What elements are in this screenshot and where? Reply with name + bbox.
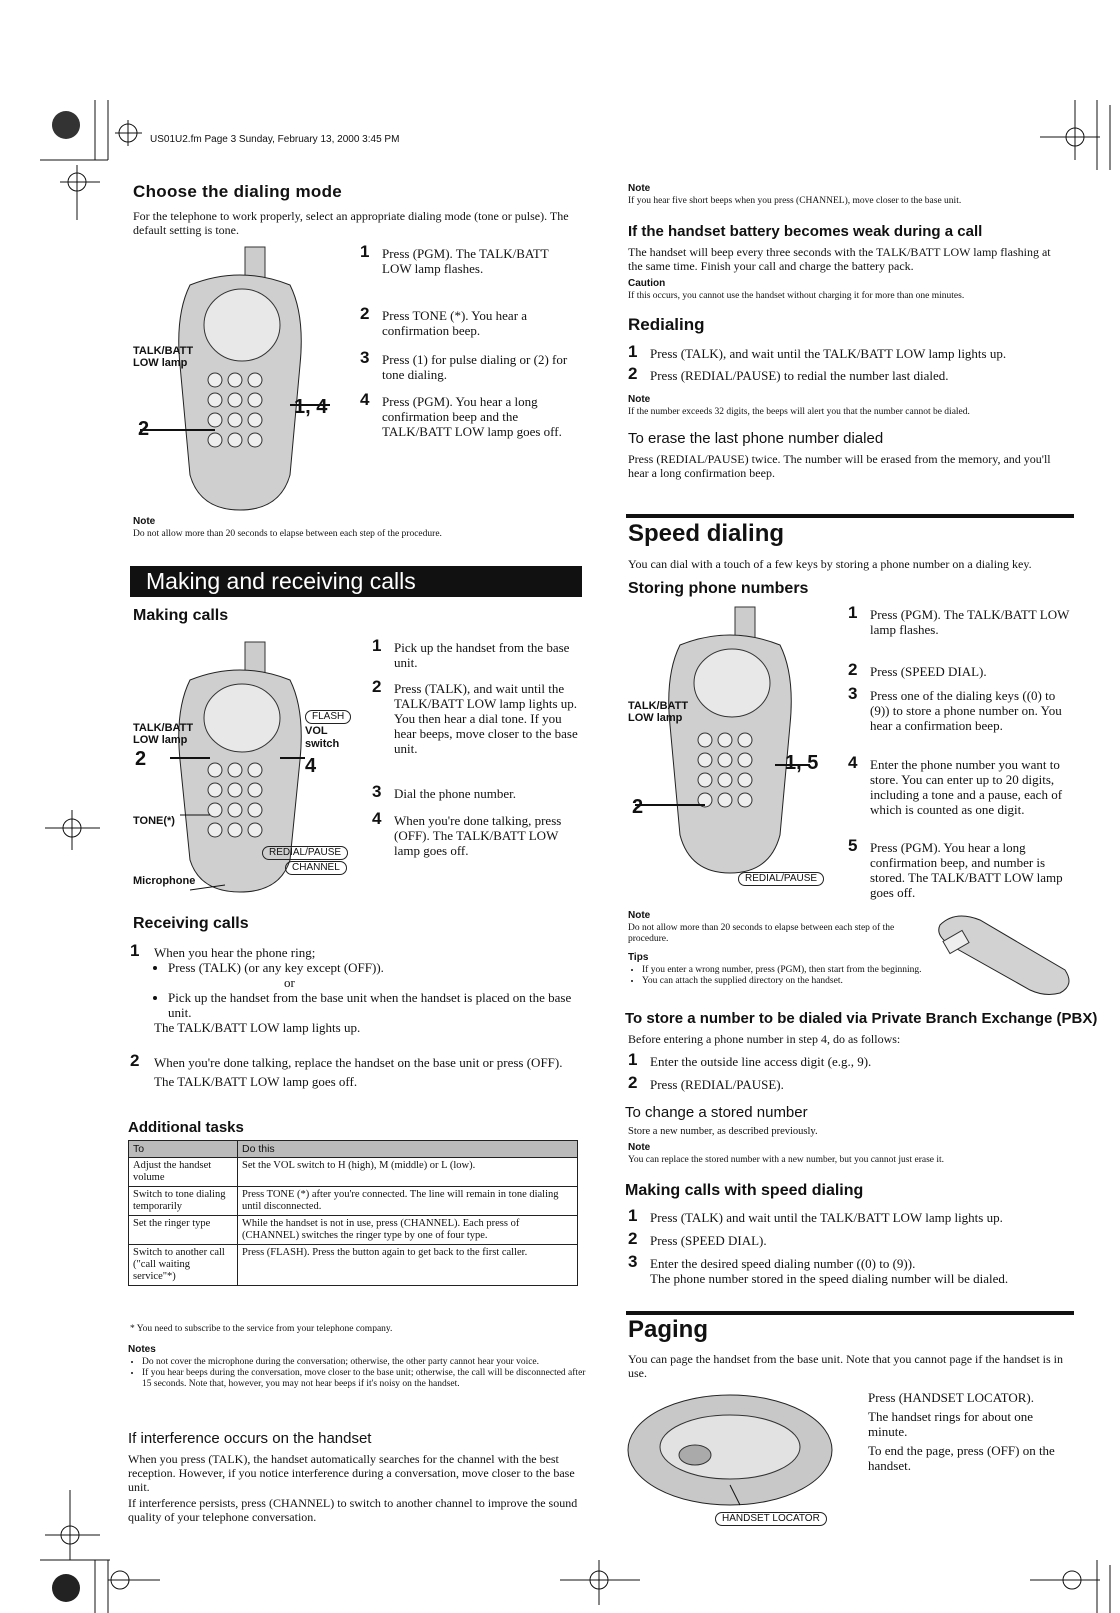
table-row: Switch to tone dialing temporarily Press TONE (*) after you're connected. The line will remain in tone dialing until disconnected. (129, 1187, 578, 1216)
notes-title: Notes (128, 1344, 156, 1355)
change-note-title: Note (628, 1142, 651, 1153)
pbx-intro: Before entering a phone number in step 4, do as follows: (628, 1032, 901, 1046)
fig2-microphone: Microphone (133, 875, 196, 887)
top-note: If you hear five short beeps when you press (CHANNEL), move closer to the base unit. (628, 196, 962, 206)
fig2-label-lamp: TALK/BATT LOW lamp (133, 722, 194, 746)
erase-title: To erase the last phone number dialed (628, 430, 884, 447)
change-text: Store a new number, as described previously. (628, 1126, 818, 1137)
redialing-title: Redialing (628, 315, 705, 334)
base-unit-figure (625, 1385, 835, 1515)
choose-step-3: 3 Press (1) for pulse dialing or (2) for tone dialing. (360, 348, 568, 382)
making-step-2: 2 Press (TALK), and wait until the TALK/BATT LOW lamp lights up. You then hear a dial tone. If you hear beeps, move closer to the base unit. (372, 677, 578, 756)
col-to: To (129, 1141, 238, 1158)
speed-calls-step-1: 1 Press (TALK) and wait until the TALK/BATT LOW lamp lights up. (628, 1206, 1003, 1225)
choose-dialing-title: Choose the dialing mode (133, 182, 343, 201)
recv-step-2: 2 When you're done talking, replace the handset on the base unit or press (OFF). The TALK/BATT LOW lamp goes off. (130, 1051, 563, 1089)
change-title: To change a stored number (625, 1104, 808, 1121)
change-note: You can replace the stored number with a new number, but you cannot just erase it. (628, 1155, 945, 1165)
fig-label-2: 2 (138, 418, 150, 440)
notes-list: • Do not cover the microphone during the conversation; otherwise, the other party cannot hear your voice. • If you hear beeps during the conversation, move closer to the base unit; otherwise, the call will be disconnected after 15 seconds. Note that, however, you may not hear beeps if it's noisy on the handset. (128, 1357, 587, 1390)
additional-tasks-table (128, 1140, 578, 1286)
fig3-label-2: 2 (632, 796, 644, 818)
fig2-flash: FLASH (305, 706, 351, 724)
fig3-label-1-5: 1, 5 (785, 752, 819, 774)
speed-step-4: 4 Enter the phone number you want to store. You can enter up to 20 digits, including a tone and a pause, each of which is counted as one digit. (848, 753, 1063, 817)
speed-calls-step-2: 2 Press (SPEED DIAL). (628, 1229, 767, 1248)
speed-calls-title: Making calls with speed dialing (625, 1182, 864, 1199)
fig3-redial: REDIAL/PAUSE (738, 868, 824, 886)
erase-text: Press (REDIAL/PAUSE) twice. The number will be erased from the memory, and you'll hear a long confirmation beep. (628, 452, 1051, 480)
handset-locator-label: HANDSET LOCATOR (715, 1508, 827, 1526)
fig2-label-4: 4 (305, 755, 317, 777)
recv-step-1: 1 When you hear the phone ring; • Press (TALK) (or any key except (OFF)). or • Pick up the handset from the base unit when the handset is placed on the base unit. The TALK/BATT LOW lamp lights up. (130, 945, 580, 1035)
fig2-label-2: 2 (135, 748, 147, 770)
pbx-step-1: 1 Enter the outside line access digit (e.g., 9). (628, 1050, 872, 1069)
paging-text: Press (HANDSET LOCATOR). The handset rings for about one minute. To end the page, press (OFF) on the handset. (868, 1390, 1055, 1473)
fig-label-lamp: TALK/BATT LOW lamp (133, 345, 194, 369)
pbx-title: To store a number to be dialed via Private Branch Exchange (PBX) (625, 1010, 1098, 1027)
caution-text: If this occurs, you cannot use the handset without charging it for more than one minutes. (628, 291, 965, 301)
handset-figure-speed (625, 605, 835, 880)
receiving-calls-title: Receiving calls (133, 915, 249, 932)
footnote: * You need to subscribe to the service from your telephone company. (130, 1324, 393, 1334)
battery-text: The handset will beep every three seconds with the TALK/BATT LOW lamp flashing at the same time. Finish your call and charge the battery pack. (628, 245, 1051, 273)
speed-step-5: 5 Press (PGM). You hear a long confirmation beep, and number is stored. The TALK/BATT LOW lamp goes off. (848, 836, 1063, 900)
pbx-step-2: 2 Press (REDIAL/PAUSE). (628, 1073, 784, 1092)
choose-note-title: Note (133, 516, 156, 527)
making-calls-title: Making calls (133, 607, 229, 624)
redial-note: If the number exceeds 32 digits, the beeps will alert you that the number cannot be dialed. (628, 407, 970, 417)
paging-title: Paging (628, 1316, 709, 1343)
making-step-3: 3 Dial the phone number. (372, 782, 517, 801)
speed-step-1: 1 Press (PGM). The TALK/BATT LOW lamp flashes. (848, 603, 1070, 637)
redial-step-2: 2 Press (REDIAL/PAUSE) to redial the number last dialed. (628, 364, 949, 383)
fig3-lamp: TALK/BATT LOW lamp (628, 700, 689, 724)
fig2-redial: REDIAL/PAUSE (262, 842, 348, 860)
handset-figure-dialing (130, 245, 350, 515)
fig2-channel: CHANNEL (285, 857, 347, 875)
choose-step-2: 2 Press TONE (*). You hear a confirmation beep. (360, 304, 528, 338)
fig2-tone: TONE(*) (133, 815, 175, 827)
making-receiving-bar: Making and receiving calls (130, 566, 582, 597)
handset-directory-figure (930, 905, 1075, 1000)
table-row: Adjust the handset volume Set the VOL switch to H (high), M (middle) or L (low). (129, 1158, 578, 1187)
table-row: Switch to another call ("call waiting service"*) Press (FLASH). Press the button again to get back to the first caller. (129, 1245, 578, 1286)
col-do: Do this (238, 1141, 578, 1158)
choose-note: Do not allow more than 20 seconds to elapse between each step of the procedure. (133, 529, 442, 539)
speed-note-title: Note (628, 910, 651, 921)
top-note-title: Note (628, 183, 651, 194)
fig2-vol-switch: VOL switch (305, 725, 340, 750)
battery-title: If the handset battery becomes weak during a call (628, 223, 983, 240)
choose-step-1: 1 Press (PGM). The TALK/BATT LOW lamp flashes. (360, 242, 549, 276)
speed-note: Do not allow more than 20 seconds to elapse between each step of the procedure. (628, 923, 895, 944)
making-step-4: 4 When you're done talking, press (OFF). The TALK/BATT LOW lamp goes off. (372, 809, 562, 858)
file-header: US01U2.fm Page 3 Sunday, February 13, 2000 3:45 PM (150, 134, 400, 145)
speed-dialing-title: Speed dialing (628, 520, 785, 547)
making-step-1: 1 Pick up the handset from the base unit. (372, 636, 570, 670)
speed-rule (626, 514, 1074, 518)
caution-title: Caution (628, 278, 666, 289)
interference-p1: When you press (TALK), the handset automatically searches for the channel with the best reception. However, if you notice interference during a conversation, move closer to the base unit. (128, 1452, 575, 1494)
additional-tasks-title: Additional tasks (128, 1119, 244, 1136)
choose-intro: For the telephone to work properly, select an appropriate dialing mode (tone or pulse). The default setting is tone. (133, 209, 569, 237)
paging-intro: You can page the handset from the base unit. Note that you cannot page if the handset is in use. (628, 1352, 1064, 1380)
fig-label-1-4: 1, 4 (294, 396, 328, 418)
paging-rule (626, 1311, 1074, 1315)
table-row: Set the ringer type While the handset is not in use, press (CHANNEL). Each press of (CHANNEL) switches the ringer type by one of four type. (129, 1216, 578, 1245)
choose-step-4: 4 Press (PGM). You hear a long confirmation beep and the TALK/BATT LOW lamp goes off. (360, 390, 562, 439)
speed-step-2: 2 Press (SPEED DIAL). (848, 660, 987, 679)
speed-intro: You can dial with a touch of a few keys by storing a phone number on a dialing key. (628, 557, 1032, 571)
redial-note-title: Note (628, 394, 651, 405)
speed-calls-step-3: 3 Enter the desired speed dialing number ((0) to (9)). The phone number stored in the speed dialing number will be dialed. (628, 1252, 1009, 1286)
storing-title: Storing phone numbers (628, 580, 809, 597)
interference-title: If interference occurs on the handset (128, 1430, 372, 1447)
tips-list: • If you enter a wrong number, press (PGM), then start from the beginning. • You can attach the supplied directory on the handset. (628, 965, 937, 987)
interference-p2: If interference persists, press (CHANNEL) to switch to another channel to improve the sound quality of your telephone conversation. (128, 1496, 578, 1524)
speed-step-3: 3 Press one of the dialing keys ((0) to (9)) to store a phone number on. You hear a confirmation beep. (848, 684, 1062, 733)
tips-title: Tips (628, 952, 649, 963)
redial-step-1: 1 Press (TALK), and wait until the TALK/BATT LOW lamp lights up. (628, 342, 1007, 361)
